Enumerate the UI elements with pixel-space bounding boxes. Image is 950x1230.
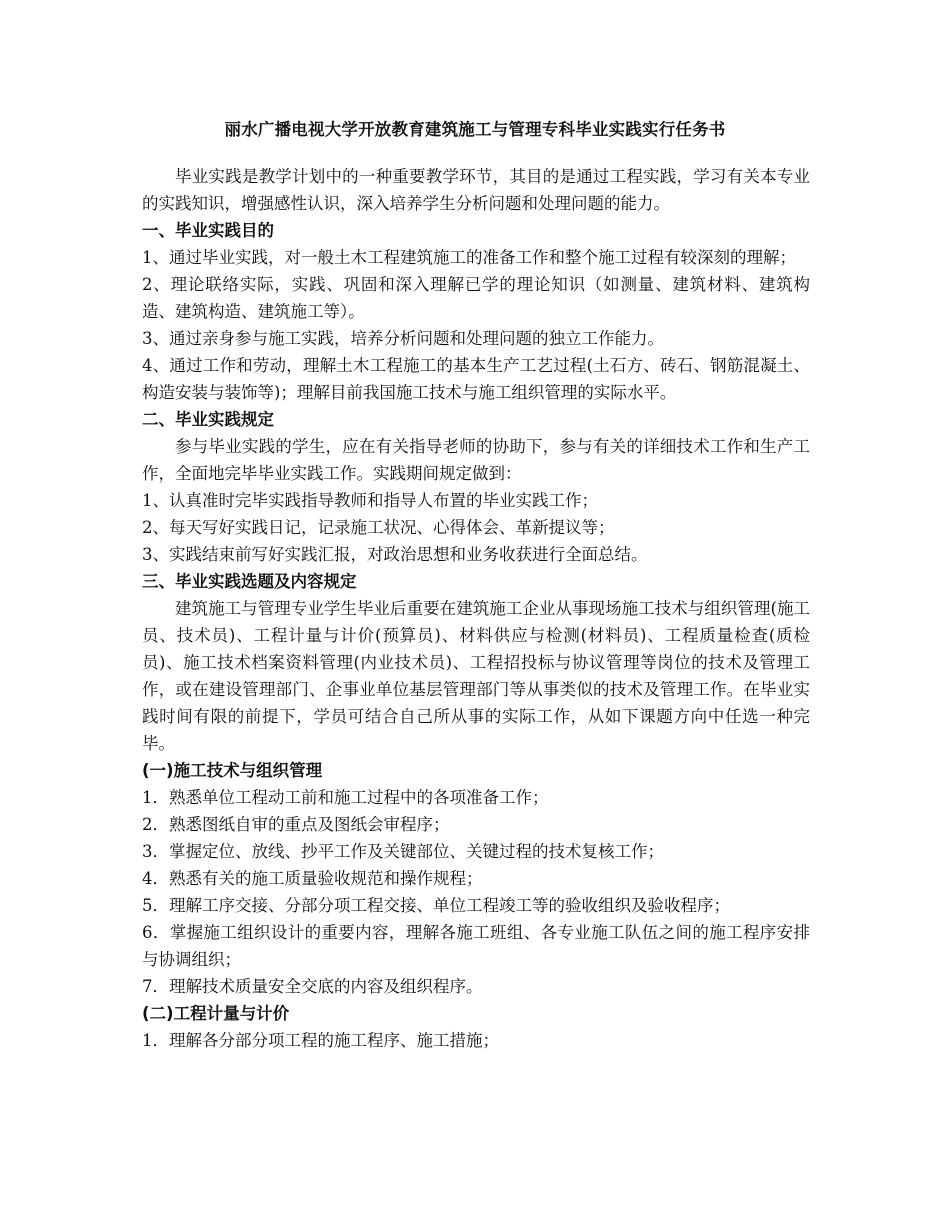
list-item: 6．掌握施工组织设计的重要内容，理解各施工班组、各专业施工队伍之间的施工程序安排与协调组织； <box>142 923 810 969</box>
list-item: 1．理解各分部分项工程的施工程序、施工措施； <box>142 1031 499 1050</box>
list-item: 1．熟悉单位工程动工前和施工过程中的各项准备工作； <box>142 788 549 807</box>
list-item: 2、理论联络实际，实践、巩固和深入理解已学的理论知识（如测量、建筑材料、建筑构造、建筑构造、建筑施工等）。 <box>142 275 810 321</box>
body-paragraph: 建筑施工与管理专业学生毕业后重要在建筑施工企业从事现场施工技术与组织管理(施工员、技术员)、工程计量与计价(预算员)、材料供应与检测(材料员)、工程质量检查(质检员)、施工技术档案资料管理(内业技术员)、工程招投标与协议管理等岗位的技术及管理工作，或在建设管理部门、企事业单位基层管理部门等从事类似的技术及管理工作。在毕业实践时间有限的前提下，学员可结合自己所从事的实际工作，从如下课题方向中任选一种完毕。 <box>142 599 810 753</box>
list-item: 7．理解技术质量安全交底的内容及组织程序。 <box>142 977 483 996</box>
list-item: 2．熟悉图纸自审的重点及图纸会审程序； <box>142 815 450 834</box>
document-body <box>142 163 810 1054</box>
intro-paragraph: 毕业实践是教学计划中的一种重要教学环节，其目的是通过工程实践，学习有关本专业的实践知识，增强感性认识，深入培养学生分析问题和处理问题的能力。 <box>142 167 810 213</box>
list-item: 5．理解工序交接、分部分项工程交接、单位工程竣工等的验收组织及验收程序； <box>142 896 730 915</box>
subsection-heading-2: (二)工程计量与计价 <box>142 1004 290 1023</box>
list-item: 3．掌握定位、放线、抄平工作及关键部位、关键过程的技术复核工作； <box>142 842 664 861</box>
list-item: 1、认真准时完毕实践指导教师和指导人布置的毕业实践工作； <box>142 491 598 510</box>
section-heading-2: 二、毕业实践规定 <box>142 410 274 429</box>
list-item: 4、通过工作和劳动，理解土木工程施工的基本生产工艺过程(土石方、砖石、钢筋混凝土、构造安装与装饰等)；理解目前我国施工技术与施工组织管理的实际水平。 <box>142 356 810 402</box>
list-item: 2、每天写好实践日记，记录施工状况、心得体会、革新提议等； <box>142 518 615 537</box>
section-heading-1: 一、毕业实践目的 <box>142 221 274 240</box>
document-title: 丽水广播电视大学开放教育建筑施工与管理专科毕业实践实行任务书 <box>224 120 726 139</box>
list-item: 4．熟悉有关的施工质量验收规范和操作规程； <box>142 869 483 888</box>
list-item: 1、通过毕业实践，对一般土木工程建筑施工的准备工作和整个施工过程有较深刻的理解； <box>142 248 796 267</box>
section-heading-3: 三、毕业实践选题及内容规定 <box>142 572 357 591</box>
body-paragraph: 参与毕业实践的学生，应在有关指导老师的协助下，参与有关的详细技术工作和生产工作，全面地完毕毕业实践工作。实践期间规定做到： <box>142 437 810 483</box>
list-item: 3、实践结束前写好实践汇报，对政治思想和业务收获进行全面总结。 <box>142 545 648 564</box>
subsection-heading-1: (一)施工技术与组织管理 <box>142 761 323 780</box>
list-item: 3、通过亲身参与施工实践，培养分析问题和处理问题的独立工作能力。 <box>142 329 664 348</box>
